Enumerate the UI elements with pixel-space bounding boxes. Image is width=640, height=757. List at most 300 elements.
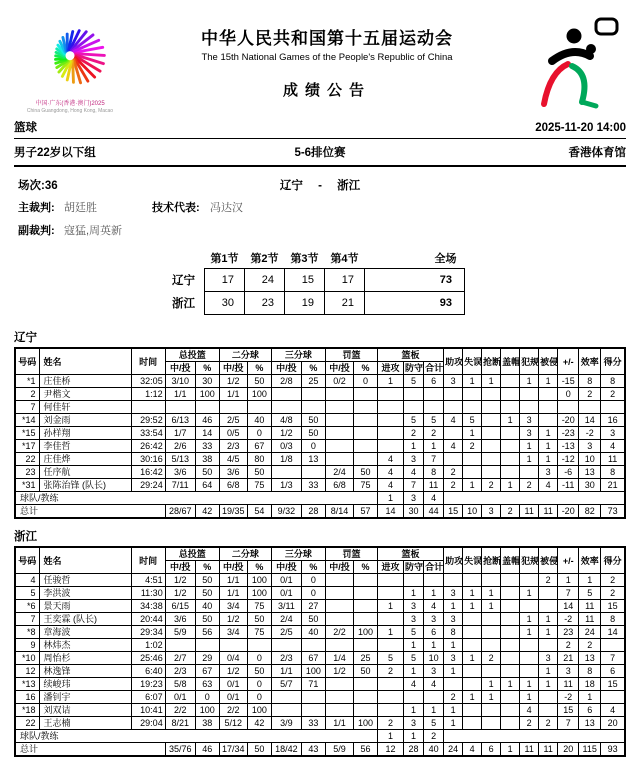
- stat-cell: 3/11: [271, 600, 301, 613]
- stat-cell: [463, 626, 482, 639]
- player-number: *10: [15, 652, 39, 665]
- stat-cell: [463, 453, 482, 466]
- column-header: 犯规: [520, 348, 539, 375]
- stat-cell: 1: [463, 652, 482, 665]
- stat-cell: 42: [247, 717, 271, 730]
- quarter-header: 第1节: [205, 248, 245, 269]
- games-logo-caption: 中国·广东(香港·澳门)2025: [10, 101, 130, 108]
- chief-referee-label: 主裁判:: [18, 199, 55, 215]
- stat-cell: [539, 414, 558, 427]
- stat-cell: 15: [601, 600, 625, 613]
- quarter-score: 15: [285, 269, 325, 292]
- stat-cell: 1: [463, 600, 482, 613]
- stat-cell: [482, 613, 501, 626]
- stat-cell: [219, 639, 247, 652]
- quarter-score-table: [150, 248, 465, 315]
- stat-cell: 35/76: [165, 743, 195, 757]
- stat-cell: [271, 704, 301, 717]
- player-row: [15, 401, 625, 414]
- column-header: 罚篮: [325, 547, 377, 561]
- stat-cell: [501, 453, 520, 466]
- column-header: 进攻: [378, 561, 404, 574]
- stat-cell: [444, 492, 625, 505]
- stat-cell: [482, 388, 501, 401]
- stat-cell: [301, 466, 325, 479]
- stat-cell: 5/7: [271, 678, 301, 691]
- stat-cell: 75: [247, 600, 271, 613]
- stat-cell: 1/2: [165, 587, 195, 600]
- stat-cell: -6: [558, 466, 579, 479]
- stat-cell: 5/12: [219, 717, 247, 730]
- stat-cell: -23: [558, 427, 579, 440]
- stat-cell: 16: [601, 414, 625, 427]
- stat-cell: 1: [539, 427, 558, 440]
- stat-cell: [378, 574, 404, 587]
- stat-cell: [424, 401, 444, 414]
- stat-cell: 19/35: [219, 505, 247, 519]
- stat-cell: 10:41: [131, 704, 165, 717]
- column-header: 二分球: [219, 348, 271, 362]
- stat-cell: 1: [539, 440, 558, 453]
- stat-cell: 0: [247, 678, 271, 691]
- stat-cell: 11:30: [131, 587, 165, 600]
- column-header: 被侵: [539, 348, 558, 375]
- divider: [14, 138, 626, 139]
- stat-cell: [325, 704, 353, 717]
- stat-cell: [482, 574, 501, 587]
- stat-cell: 3: [404, 600, 424, 613]
- stat-cell: 50: [195, 613, 219, 626]
- spacer: [150, 248, 205, 269]
- stat-cell: 40: [195, 600, 219, 613]
- stat-cell: 63: [195, 678, 219, 691]
- stat-cell: 1: [463, 479, 482, 492]
- stat-cell: 12: [378, 743, 404, 757]
- stat-cell: 4: [424, 600, 444, 613]
- quarter-score: 17: [205, 269, 245, 292]
- stat-cell: -20: [558, 505, 579, 519]
- stat-cell: 100: [353, 717, 377, 730]
- stat-cell: 2: [601, 574, 625, 587]
- player-name: 王奕霖 (队长): [39, 613, 131, 626]
- games-logo-icon: [28, 12, 112, 96]
- stat-cell: 3: [601, 427, 625, 440]
- stat-cell: 1: [424, 440, 444, 453]
- stat-cell: 8: [579, 375, 601, 388]
- event-info: [0, 119, 640, 167]
- stat-cell: 1: [501, 414, 520, 427]
- stat-cell: [325, 388, 353, 401]
- player-row: [15, 691, 625, 704]
- stat-cell: [463, 704, 482, 717]
- column-header: 合计: [424, 561, 444, 574]
- stat-cell: [520, 652, 539, 665]
- player-name: 尹楷文: [39, 388, 131, 401]
- stat-cell: 15: [558, 704, 579, 717]
- stat-cell: [301, 691, 325, 704]
- stat-cell: 2/2: [165, 704, 195, 717]
- stat-cell: [353, 401, 377, 414]
- stat-cell: 93: [601, 743, 625, 757]
- stat-cell: [520, 639, 539, 652]
- stat-cell: 75: [247, 479, 271, 492]
- team-name: 浙江: [150, 292, 205, 315]
- stat-cell: 1: [404, 730, 424, 743]
- team-coach-row: [15, 730, 625, 743]
- stat-cell: [501, 652, 520, 665]
- player-number: *31: [15, 479, 39, 492]
- stat-cell: 3: [558, 665, 579, 678]
- stat-cell: 5: [579, 587, 601, 600]
- report-title: 成绩公告: [130, 79, 524, 100]
- stat-cell: 1/2: [271, 427, 301, 440]
- player-number: 22: [15, 717, 39, 730]
- stat-cell: [520, 466, 539, 479]
- sport-name: 篮球: [14, 119, 320, 135]
- stat-cell: 2: [404, 427, 424, 440]
- stat-cell: [325, 453, 353, 466]
- stat-cell: 11: [520, 743, 539, 757]
- stat-cell: 11: [520, 505, 539, 519]
- stat-cell: 2/8: [271, 375, 301, 388]
- stat-cell: 1/2: [165, 574, 195, 587]
- stat-cell: 24: [444, 743, 463, 757]
- divider: [14, 165, 626, 167]
- stat-cell: 25: [353, 652, 377, 665]
- stat-cell: 0: [353, 375, 377, 388]
- stat-cell: 46: [195, 414, 219, 427]
- stat-cell: [539, 587, 558, 600]
- stat-cell: [325, 401, 353, 414]
- stat-cell: 13: [579, 652, 601, 665]
- stat-cell: 1/1: [165, 388, 195, 401]
- column-header: 三分球: [271, 348, 325, 362]
- stat-cell: 1: [539, 678, 558, 691]
- player-name: 孙样翔: [39, 427, 131, 440]
- stat-cell: 1: [444, 665, 463, 678]
- stat-cell: 2/2: [325, 626, 353, 639]
- total-label: 总计: [15, 505, 165, 519]
- stat-cell: 21: [558, 652, 579, 665]
- stat-cell: 1: [501, 743, 520, 757]
- stat-cell: 1: [404, 639, 424, 652]
- stat-cell: -2: [558, 691, 579, 704]
- event-datetime: 2025-11-20 14:00: [320, 122, 626, 134]
- stat-cell: 19:23: [131, 678, 165, 691]
- stat-cell: 10: [463, 505, 482, 519]
- player-number: 2: [15, 388, 39, 401]
- stat-cell: 33: [301, 717, 325, 730]
- stat-cell: 0: [195, 691, 219, 704]
- stat-cell: 100: [247, 704, 271, 717]
- stat-cell: 21: [601, 479, 625, 492]
- stat-cell: 3/9: [271, 717, 301, 730]
- stat-cell: 1: [539, 613, 558, 626]
- header-row: [15, 348, 625, 362]
- stat-cell: [444, 401, 463, 414]
- player-name: 周怡杉: [39, 652, 131, 665]
- event-group: 男子22岁以下组: [14, 144, 218, 160]
- stat-cell: [271, 691, 301, 704]
- stat-cell: [325, 440, 353, 453]
- column-header: 中/投: [325, 561, 353, 574]
- stat-cell: [463, 665, 482, 678]
- total-label: 总计: [15, 743, 165, 757]
- stat-cell: 26:42: [131, 440, 165, 453]
- quarter-header: 第2节: [245, 248, 285, 269]
- column-header: %: [353, 561, 377, 574]
- player-number: *18: [15, 704, 39, 717]
- player-number: 4: [15, 574, 39, 587]
- stat-cell: [520, 665, 539, 678]
- player-name: 任序航: [39, 466, 131, 479]
- player-number: 7: [15, 613, 39, 626]
- player-name: 景天雨: [39, 600, 131, 613]
- column-header: 助攻: [444, 547, 463, 574]
- stat-cell: [482, 414, 501, 427]
- player-number: *15: [15, 427, 39, 440]
- stat-cell: 4: [424, 678, 444, 691]
- column-header: 盖帽: [501, 547, 520, 574]
- stat-cell: 1/1: [219, 587, 247, 600]
- stat-cell: [353, 600, 377, 613]
- stat-cell: [463, 613, 482, 626]
- column-header: 盖帽: [501, 348, 520, 375]
- stat-cell: 14: [601, 626, 625, 639]
- stat-cell: 11: [539, 743, 558, 757]
- stat-cell: [482, 717, 501, 730]
- stat-cell: [378, 388, 404, 401]
- stat-cell: [378, 440, 404, 453]
- stat-cell: -11: [558, 479, 579, 492]
- stat-cell: 33: [301, 479, 325, 492]
- total-row: [15, 743, 625, 757]
- stat-cell: 8/14: [325, 505, 353, 519]
- referee-line-2: [0, 222, 640, 238]
- stat-cell: 50: [353, 466, 377, 479]
- stat-cell: 0: [301, 574, 325, 587]
- stat-cell: [353, 388, 377, 401]
- games-logo: [10, 12, 130, 114]
- stat-cell: 11: [579, 600, 601, 613]
- stat-cell: [353, 574, 377, 587]
- quarter-row-home: [150, 269, 465, 292]
- home-team-section: [0, 329, 640, 519]
- stat-cell: 6/13: [165, 414, 195, 427]
- stat-cell: 2: [463, 440, 482, 453]
- stat-cell: 30: [404, 505, 424, 519]
- stat-cell: -2: [558, 613, 579, 626]
- player-name: 林炜杰: [39, 639, 131, 652]
- stat-cell: 1: [501, 678, 520, 691]
- stat-cell: -12: [558, 453, 579, 466]
- stat-cell: [501, 375, 520, 388]
- stat-cell: [520, 388, 539, 401]
- stat-cell: 6: [482, 743, 501, 757]
- stat-cell: [424, 574, 444, 587]
- stat-cell: 5: [404, 626, 424, 639]
- stat-cell: [501, 613, 520, 626]
- stat-cell: 28: [301, 505, 325, 519]
- stat-cell: [424, 388, 444, 401]
- stat-cell: [501, 401, 520, 414]
- stat-cell: 0: [301, 440, 325, 453]
- column-header: %: [247, 362, 271, 375]
- stat-cell: 67: [301, 652, 325, 665]
- stat-cell: 1:12: [131, 388, 165, 401]
- team-coach-row: [15, 492, 625, 505]
- stat-cell: 4: [520, 704, 539, 717]
- stat-cell: 0: [247, 691, 271, 704]
- column-header: 中/投: [165, 561, 195, 574]
- column-header: 中/投: [271, 362, 301, 375]
- stat-cell: 82: [579, 505, 601, 519]
- stat-cell: 5/9: [325, 743, 353, 757]
- stat-cell: 57: [353, 505, 377, 519]
- stat-cell: 28: [404, 743, 424, 757]
- player-name: 王志楠: [39, 717, 131, 730]
- stat-cell: 80: [247, 453, 271, 466]
- player-row: [15, 388, 625, 401]
- stat-cell: 16:42: [131, 466, 165, 479]
- stat-cell: 10: [579, 453, 601, 466]
- stat-cell: [301, 388, 325, 401]
- stat-cell: [601, 639, 625, 652]
- player-row: [15, 704, 625, 717]
- stat-cell: 7: [558, 587, 579, 600]
- stat-cell: 11: [601, 453, 625, 466]
- stat-cell: [404, 388, 424, 401]
- stat-cell: 14: [558, 600, 579, 613]
- column-header: 姓名: [39, 547, 131, 574]
- quarter-row-away: [150, 292, 465, 315]
- stat-cell: 1: [520, 440, 539, 453]
- stat-cell: 29:34: [131, 626, 165, 639]
- stat-cell: 2/3: [165, 665, 195, 678]
- column-header: 失误: [463, 547, 482, 574]
- stat-cell: [301, 401, 325, 414]
- stat-cell: 34:38: [131, 600, 165, 613]
- stat-cell: 1: [444, 704, 463, 717]
- stat-cell: 5/9: [165, 626, 195, 639]
- stat-cell: 1: [579, 574, 601, 587]
- stat-cell: 1: [558, 574, 579, 587]
- stat-cell: 5: [404, 414, 424, 427]
- page-title: 中华人民共和国第十五届运动会: [130, 24, 524, 49]
- stat-cell: 2/5: [219, 414, 247, 427]
- stat-cell: 1/8: [271, 453, 301, 466]
- stat-cell: 5: [463, 414, 482, 427]
- column-header: 效率: [579, 547, 601, 574]
- stat-cell: [482, 704, 501, 717]
- stat-cell: [501, 600, 520, 613]
- stat-cell: 1: [424, 704, 444, 717]
- stat-cell: 2: [558, 639, 579, 652]
- quarter-score: 30: [205, 292, 245, 315]
- team-label: 浙江: [0, 528, 640, 546]
- stat-cell: [247, 639, 271, 652]
- player-name: 庄佳烨: [39, 453, 131, 466]
- stat-cell: [353, 414, 377, 427]
- stat-cell: 7: [601, 652, 625, 665]
- column-header: 中/投: [271, 561, 301, 574]
- quarter-header-total: 全场: [365, 248, 465, 269]
- player-name: 任骏哲: [39, 574, 131, 587]
- stat-cell: 3: [404, 492, 424, 505]
- column-header: 抢断: [482, 348, 501, 375]
- stat-cell: [271, 401, 301, 414]
- stat-cell: [520, 600, 539, 613]
- stat-cell: 1: [444, 639, 463, 652]
- stat-cell: [219, 401, 247, 414]
- stat-cell: [520, 574, 539, 587]
- column-header: 中/投: [165, 362, 195, 375]
- stat-cell: 1: [482, 678, 501, 691]
- stat-cell: 50: [301, 427, 325, 440]
- stat-cell: 2/7: [165, 652, 195, 665]
- stat-cell: 6:40: [131, 665, 165, 678]
- player-row: [15, 587, 625, 600]
- stat-cell: 50: [353, 665, 377, 678]
- stat-cell: 6:07: [131, 691, 165, 704]
- stat-cell: 1: [404, 704, 424, 717]
- stat-cell: 0/3: [271, 440, 301, 453]
- stat-cell: 0/1: [271, 574, 301, 587]
- stat-cell: [463, 401, 482, 414]
- stat-cell: 2: [601, 587, 625, 600]
- stat-cell: 1: [520, 691, 539, 704]
- stat-cell: 1/2: [219, 375, 247, 388]
- stat-cell: [601, 401, 625, 414]
- stat-cell: 5: [404, 375, 424, 388]
- stat-cell: 33:54: [131, 427, 165, 440]
- stat-cell: 11: [424, 479, 444, 492]
- stat-cell: 29:24: [131, 479, 165, 492]
- tech-delegate-name: 冯达汉: [210, 199, 243, 215]
- games-logo-caption-en: China Guangdong, Hong Kong, Macao: [10, 108, 130, 114]
- stat-cell: 56: [353, 743, 377, 757]
- stat-cell: 2: [444, 466, 463, 479]
- stat-cell: 28/67: [165, 505, 195, 519]
- stat-cell: 4/5: [219, 453, 247, 466]
- stat-cell: 2: [539, 717, 558, 730]
- stat-cell: 2: [520, 717, 539, 730]
- stat-cell: [195, 401, 219, 414]
- stat-cell: -20: [558, 414, 579, 427]
- stat-cell: 1: [378, 492, 404, 505]
- stat-cell: 33: [195, 440, 219, 453]
- stat-cell: [353, 704, 377, 717]
- player-row: [15, 427, 625, 440]
- stat-cell: [378, 691, 404, 704]
- stat-cell: [165, 401, 195, 414]
- stat-cell: 1: [501, 479, 520, 492]
- stat-cell: [444, 678, 463, 691]
- column-header: %: [301, 362, 325, 375]
- stat-cell: 2: [424, 427, 444, 440]
- stat-cell: 0: [247, 652, 271, 665]
- stat-cell: 46: [195, 743, 219, 757]
- stat-cell: 1/4: [325, 652, 353, 665]
- stat-cell: 4: [424, 492, 444, 505]
- stat-cell: 18/42: [271, 743, 301, 757]
- stat-cell: [325, 574, 353, 587]
- stat-cell: [165, 639, 195, 652]
- stat-cell: [482, 639, 501, 652]
- stat-cell: 100: [247, 574, 271, 587]
- stat-cell: -13: [558, 440, 579, 453]
- column-header: %: [353, 362, 377, 375]
